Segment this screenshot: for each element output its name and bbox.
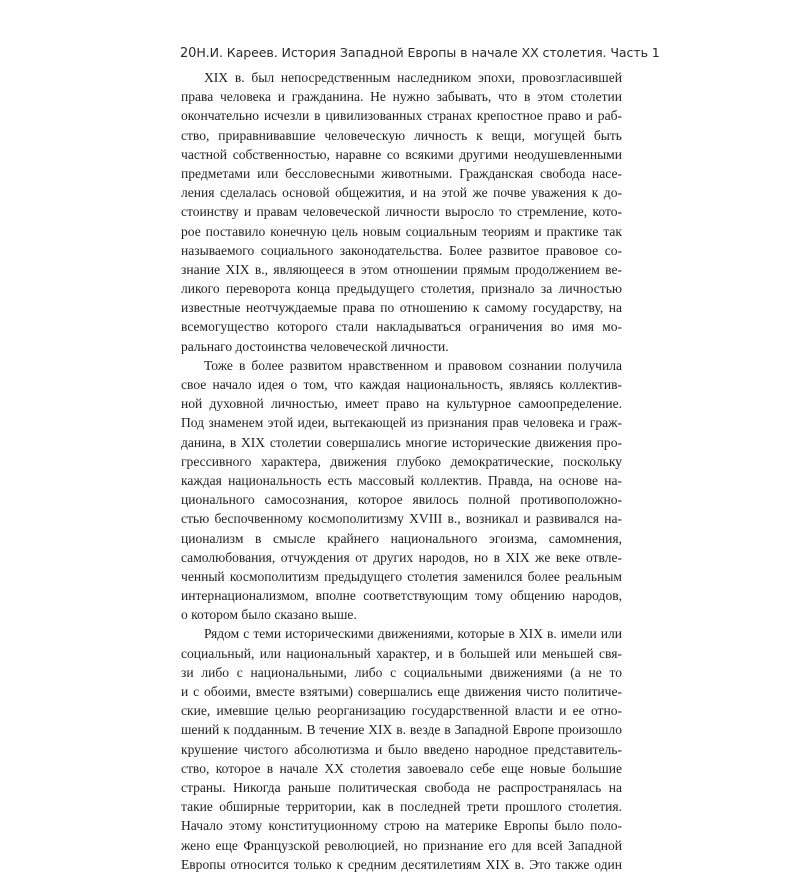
text-line: ство, приравнивавшие человеческую личность к вещи, могущей быть: [181, 127, 622, 143]
text-line: называемого социального законодательства. Более развитое правовое со-: [181, 242, 622, 258]
text-line: знание XIX в., являющееся в этом отношении прямым продолжением ве-: [181, 261, 622, 277]
text-line: известные неотчуждаемые права по отношению к самому государству, на: [181, 300, 622, 316]
text-line: каждая национальность есть массовый коллектив. Правда, на основе на-: [181, 472, 622, 488]
text-line: Под знаменем этой идеи, вытекающей из признания прав человека и граж-: [181, 415, 622, 431]
text-line: жено еще Французской революцией, но признание его для всей Западной: [181, 837, 622, 853]
text-line: крушение чистого абсолютизма и было введено народное представитель-: [181, 741, 622, 757]
text-line: такие обширные территории, как в последней трети прошлого столетия.: [181, 799, 622, 815]
text-line: свое начало идея о том, что каждая национальность, являясь коллектив-: [181, 377, 622, 392]
text-line: ральнаго достоинства человеческой личности.: [181, 338, 449, 354]
text-line: шений к подданным. В течение XIX в. везде в Западной Европе произошло: [181, 722, 622, 738]
text-line: и с обоими, вместе взятыми) совершались еще движения чисто политиче-: [181, 684, 622, 699]
text-line: ство, которое в начале XX столетия завоевало себе еще новые большие: [181, 760, 622, 776]
text-line: Начало этому конституционному строю на материке Европы было поло-: [181, 818, 622, 834]
text-line: грессивного характера, движения глубоко демократические, поскольку: [181, 453, 622, 469]
text-line: зи либо с национальными, либо с социальными движениями (а не то: [181, 664, 622, 680]
text-line: страны. Никогда раньше политическая свобода не распространялась на: [181, 779, 622, 795]
text-line: окончательно исчезли в цивилизованных странах крепостное право и раб-: [181, 108, 622, 124]
text-line: интернационализмом, вполне соответствующим тому общению народов,: [181, 588, 622, 604]
text-line: ления сделалась основой общежития, и на этой же почве уважения к до-: [181, 185, 622, 201]
text-line: социальный, или национальный характер, и в большей или меньшей свя-: [181, 645, 622, 661]
page-number: 20: [180, 46, 197, 61]
running-title: Н.И. Кареев. История Западной Европы в начале XX столетия. Часть 1: [196, 45, 660, 60]
text-line: ной духовной личностью, имеет право на культурное самоопределение.: [181, 396, 622, 412]
text-line: стью беспочвенному космополитизму XVIII в., возникал и развивался на-: [181, 511, 622, 527]
text-line: XIX в. был непосредственным наследником эпохи, провозгласившей: [204, 70, 622, 85]
text-line: о котором было сказано выше.: [181, 607, 357, 623]
text-line: ликого переворота конца предыдущего столетия, признало за личностью: [181, 281, 622, 297]
text-line: стоинству и правам человеческой личности выросло то стремление, кото-: [181, 204, 622, 220]
text-line: ченный космополитизм предыдущего столетия заменился более реальным: [181, 568, 622, 584]
text-line: всемогущество которого стали накладываться ограничения во имя мо-: [181, 319, 622, 335]
text-line: ционального самосознания, которое явилось полной противоположно-: [181, 492, 622, 508]
running-header: [180, 45, 660, 61]
text-line: рое поставило конечную цель новым социальным теориям и практике так: [181, 223, 622, 239]
text-line: ские, имевшие целью реорганизацию государственной власти и ее отно-: [181, 703, 622, 719]
text-line: частной собственностью, наравне со всякими другими неодушевленными: [181, 146, 622, 162]
text-line: предметами или бессловесными животными. Гражданская свобода насе-: [181, 165, 622, 181]
body-text: [181, 68, 622, 874]
text-line: Европы относится только к средним десятилетиям XIX в. Это также один: [181, 856, 622, 872]
text-line: Тоже в более развитом нравственном и правовом сознании получила: [204, 357, 622, 373]
text-line: самолюбования, отчуждения от других народов, но в XIX же веке отвле-: [181, 549, 622, 565]
text-line: Рядом с теми историческими движениями, которые в XIX в. имели или: [204, 626, 622, 642]
text-line: ционализм в смысле крайнего национального эгоизма, самомнения,: [181, 530, 622, 546]
text-line: права человека и гражданина. Не нужно забывать, что в этом столетии: [181, 89, 622, 105]
text-line: данина, в XIX столетии совершались многие исторические движения про-: [181, 434, 622, 450]
